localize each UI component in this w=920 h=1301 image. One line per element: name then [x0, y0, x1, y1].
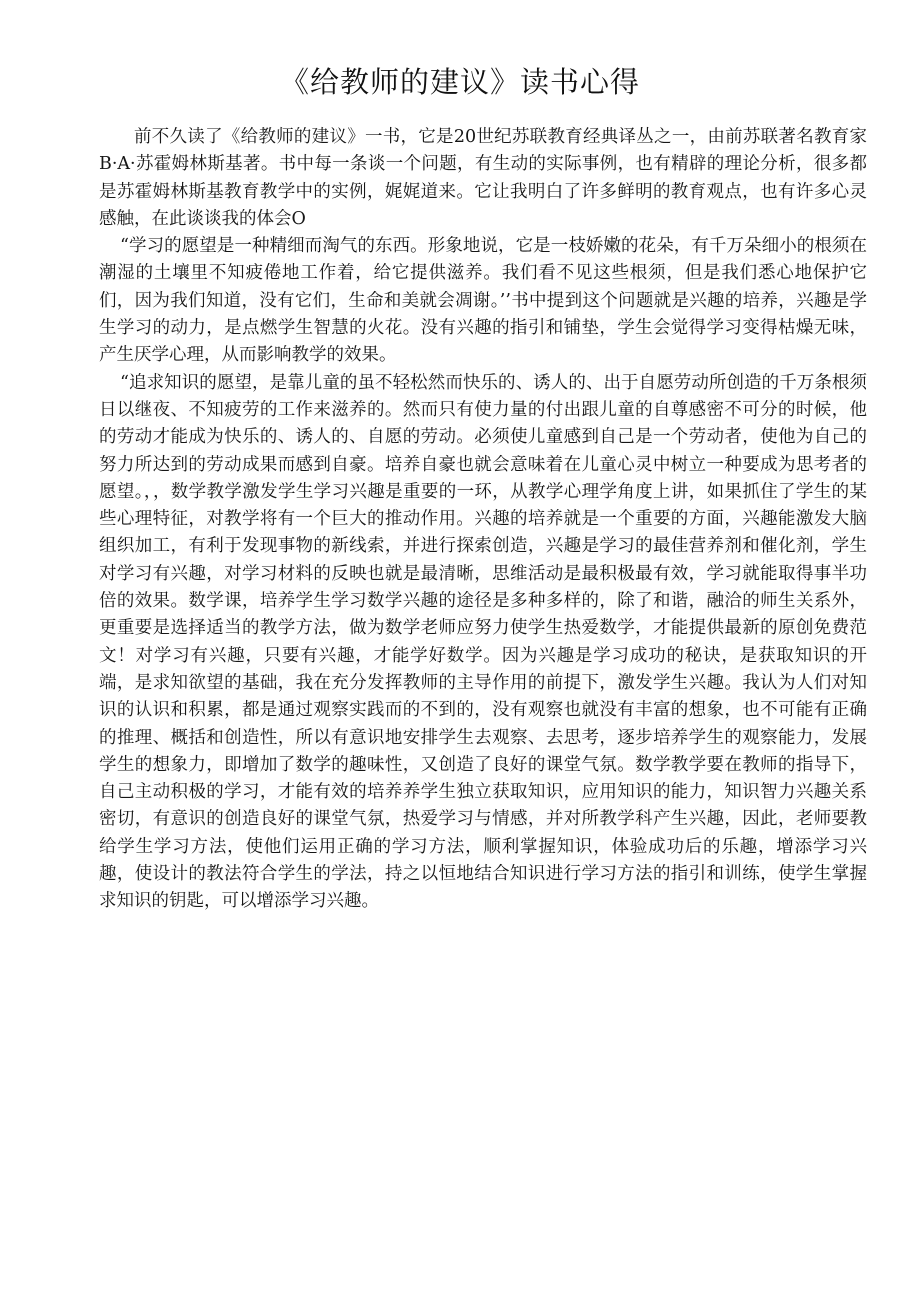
paragraph-quote-learning-desire: “学习的愿望是一种精细而淘气的东西。形象地说，它是一枝娇嫩的花朵，有千万朵细小的根须在潮湿的土壤里不知疲倦地工作着，给它提供滋养。我们看不见这些根须，但是我们悉心地保护它们，因为我们知道，没有它们，生命和美就会凋谢。’’书中提到这个问题就是兴趣的培养，兴趣是学生学习的动力，是点燃学生智慧的火花。没有兴趣的指引和铺垫，学生会觉得学习变得枯燥无味，产生厌学心理，从而影响教学的效果。 — [99, 236, 867, 366]
document-body — [99, 124, 867, 916]
document-title: 《给教师的建议》读书心得 — [279, 65, 640, 99]
paragraph-quote-pursuit-of-knowledge: “追求知识的愿望，是靠儿童的虽不轻松然而快乐的、诱人的、出于自愿劳动所创造的千万条根须日以继夜、不知疲劳的工作来滋养的。然而只有使力量的付出跟儿童的自尊感密不可分的时候，他的劳动才能成为快乐的、诱人的、自愿的劳动。必须使儿童感到自己是一个劳动者，使他为自己的努力所达到的劳动成果而感到自豪。培养自豪也就会意味着在儿童心灵中树立一种要成为思考者的愿望。，，数学教学激发学生学习兴趣是重要的一环，从教学心理学角度上讲，如果抓住了学生的某些心理特征，对教学将有一个巨大的推动作用。兴趣的培养就是一个重要的方面，兴趣能激发大脑组织加工，有利于发现事物的新线索，并进行探索创造，兴趣是学习的最佳营养剂和催化剂，学生对学习有兴趣，对学习材料的反映也就是最清晰，思维活动是最积极最有效，学习就能取得事半功倍的效果。数学课，培养学生学习数学兴趣的途径是多种多样的，除了和谐，融洽的师生关系外，更重要是选择适当的教学方法，做为数学老师应努力使学生热爱数学，才能提供最新的原创免费范文！对学习有兴趣，只要有兴趣，才能学好数学。因为兴趣是学习成功的秘诀，是获取知识的开端，是求知欲望的基础，我在充分发挥教师的主导作用的前提下，激发学生兴趣。我认为人们对知识的认识和积累，都是通过观察实践而的不到的，没有观察也就没有丰富的想象，也不可能有正确的推理、概括和创造性，所以有意识地安排学生去观察、去思考，逐步培养学生的观察能力，发展学生的想象力，即增加了数学的趣味性，又创造了良好的课堂气氛。数学教学要在教师的指导下，自己主动积极的学习，才能有效的培养养学生独立获取知识，应用知识的能力，知识智力兴趣关系密切，有意识的创造良好的课堂气氛，热爱学习与情感，并对所教学科产生兴趣，因此，老师要教给学生学习方法，使他们运用正确的学习方法，顺利掌握知识，体验成功后的乐趣，增添学习兴趣，使设计的教法符合学生的学法，持之以恒地结合知识进行学习方法的指引和训练，使学生掌握求知识的钥匙，可以增添学习兴趣。 — [99, 372, 867, 912]
paragraph-intro: 前不久读了《给教师的建议》一书，它是20世纪苏联教育经典译丛之一，由前苏联著名教育家B·A·苏霍姆林斯基著。书中每一条谈一个问题，有生动的实际事例，也有精辟的理论分析，很多都是苏霍姆林斯基教育教学中的实例，娓娓道来。它让我明白了许多鲜明的教育观点，也有许多心灵感触，在此谈谈我的体会O — [99, 127, 867, 229]
